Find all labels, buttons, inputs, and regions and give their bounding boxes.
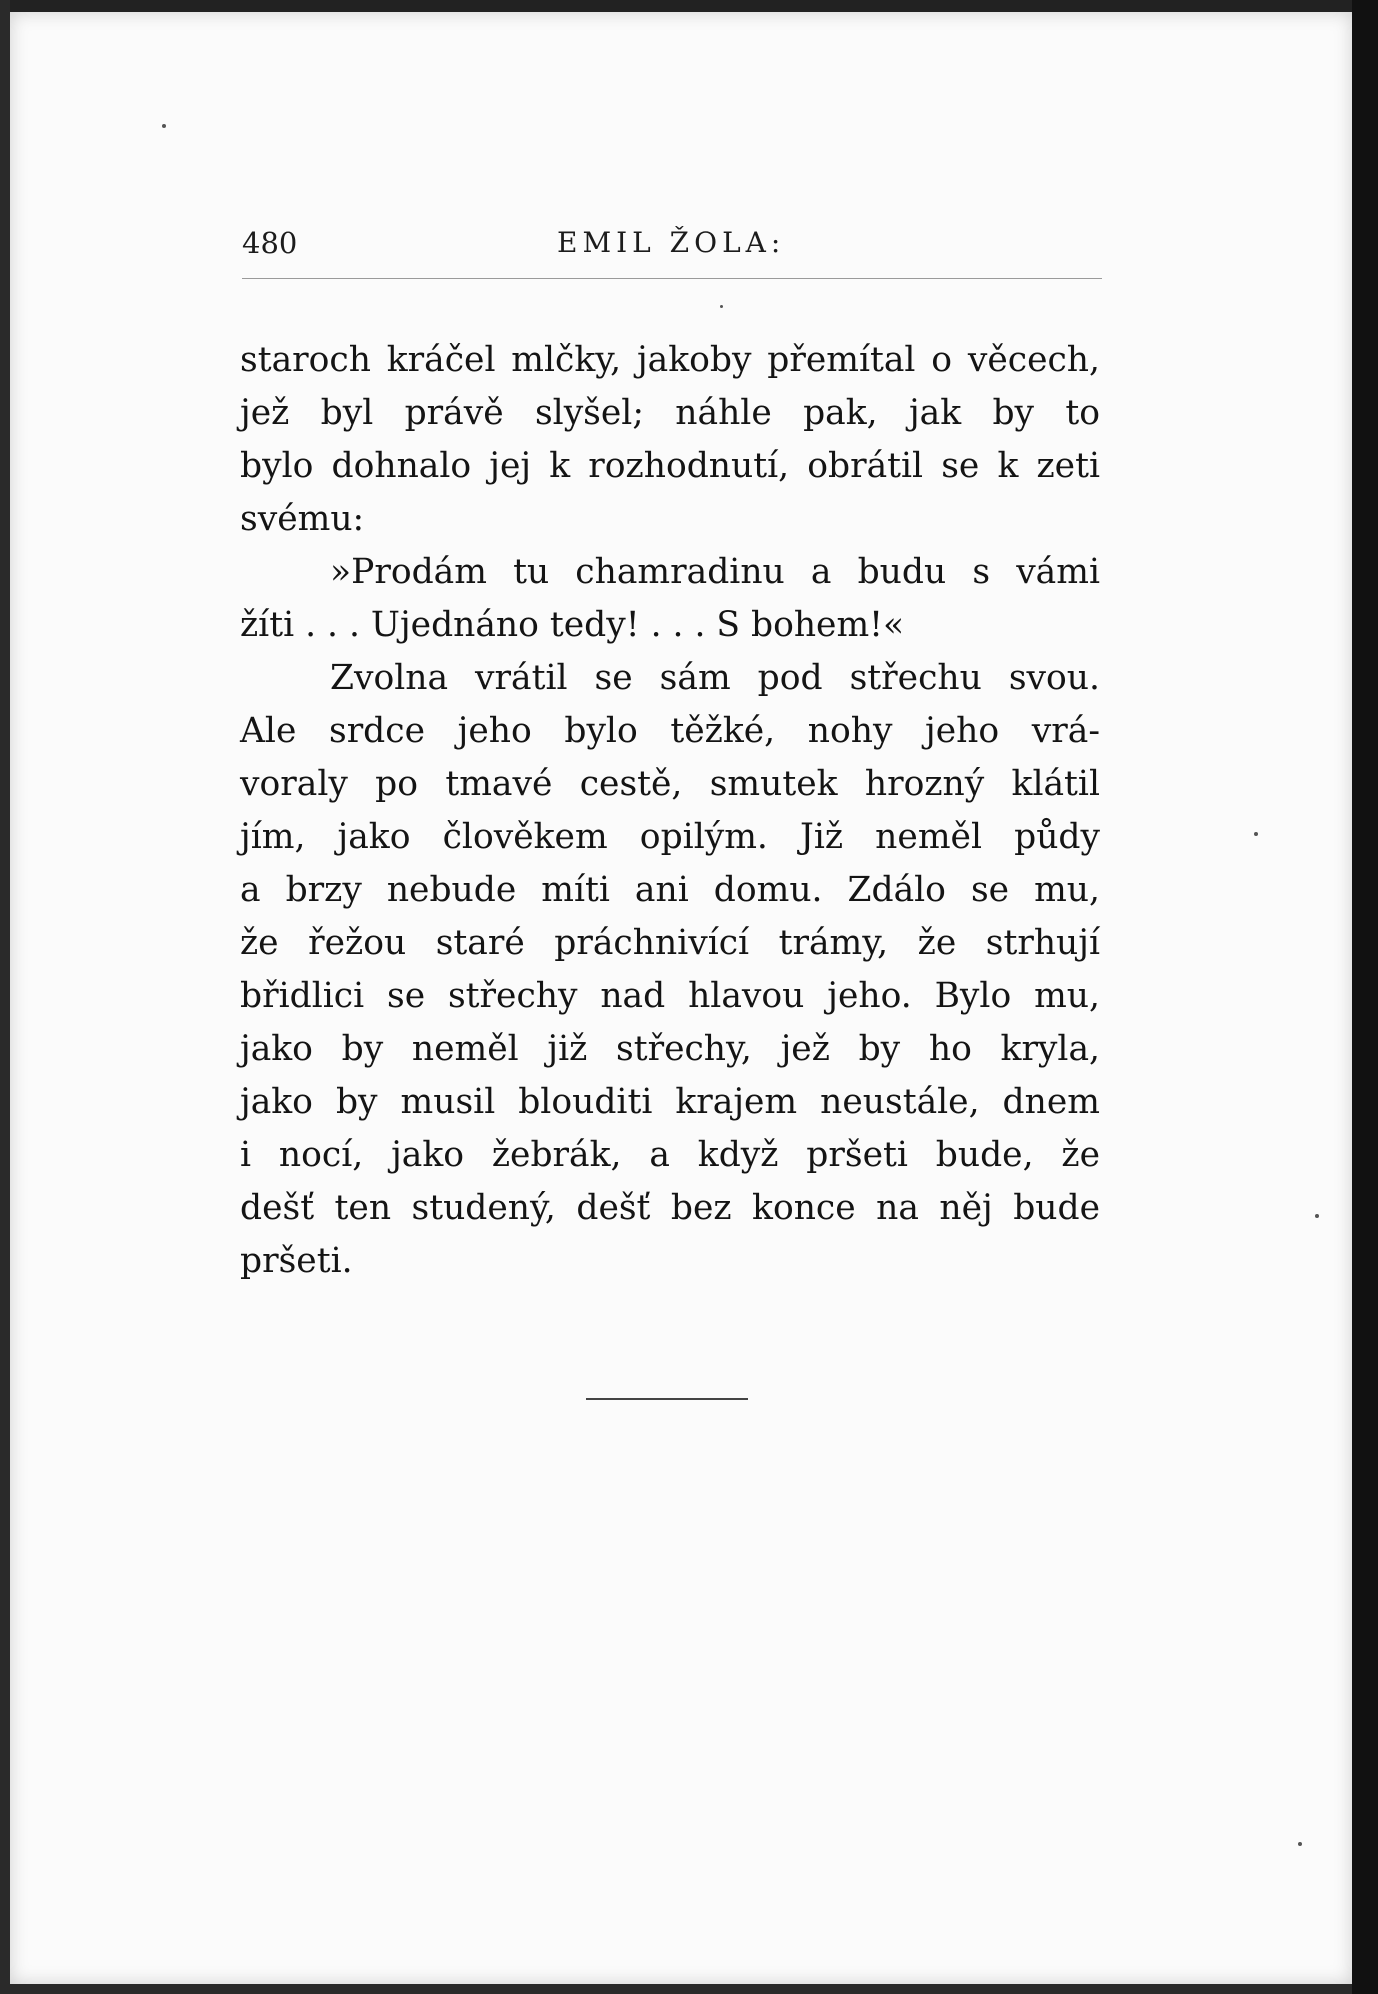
text-line: voraly po tmavé cestě, smutek hrozný klátil xyxy=(240,764,1100,804)
scan-speck xyxy=(162,124,166,128)
text-line: že řežou staré práchnivící trámy, že strhují xyxy=(240,923,1100,963)
text-line: Ale srdce jeho bylo těžké, nohy jeho vrá- xyxy=(240,711,1100,751)
running-title: EMIL ŽOLA: xyxy=(557,226,786,259)
scan-speck xyxy=(1254,832,1258,836)
scan-edge-left xyxy=(0,0,10,1994)
text-line: břidlici se střechy nad hlavou jeho. Bylo mu, xyxy=(240,976,1100,1016)
text-line: jež byl právě slyšel; náhle pak, jak by to xyxy=(240,393,1100,433)
scan-speck xyxy=(1298,1842,1302,1846)
body-text xyxy=(240,334,1100,1288)
text-line: jako by neměl již střechy, jež by ho kryla, xyxy=(240,1029,1100,1069)
scan-speck xyxy=(720,305,723,308)
text-line: staroch kráčel mlčky, jakoby přemítal o věcech, xyxy=(240,340,1100,380)
text-line: jako by musil blouditi krajem neustále, dnem xyxy=(240,1082,1100,1122)
page-number: 480 xyxy=(242,226,298,260)
page-header xyxy=(242,226,1102,266)
text-line: Zvolna vrátil se sám pod střechu svou. xyxy=(330,658,1100,698)
text-line: pršeti. xyxy=(240,1241,353,1281)
scan-edge-bottom xyxy=(0,1984,1378,1994)
scan-edge-top xyxy=(0,0,1378,12)
text-line: bylo dohnalo jej k rozhodnutí, obrátil se k zeti xyxy=(240,446,1100,486)
text-line: dešť ten studený, dešť bez konce na něj bude xyxy=(240,1188,1100,1228)
text-line: jím, jako člověkem opilým. Již neměl půdy xyxy=(240,817,1100,857)
scan-edge-right xyxy=(1352,0,1378,1994)
text-line: a brzy nebude míti ani domu. Zdálo se mu, xyxy=(240,870,1100,910)
text-line: svému: xyxy=(240,499,365,539)
text-line: i nocí, jako žebrák, a když pršeti bude, že xyxy=(240,1135,1100,1175)
text-line: »Prodám tu chamradinu a budu s vámi xyxy=(330,552,1100,592)
end-rule xyxy=(586,1398,748,1400)
text-line: žíti . . . Ujednáno tedy! . . . S bohem!« xyxy=(240,605,905,645)
header-rule xyxy=(242,278,1102,279)
scan-speck xyxy=(1315,1214,1319,1218)
